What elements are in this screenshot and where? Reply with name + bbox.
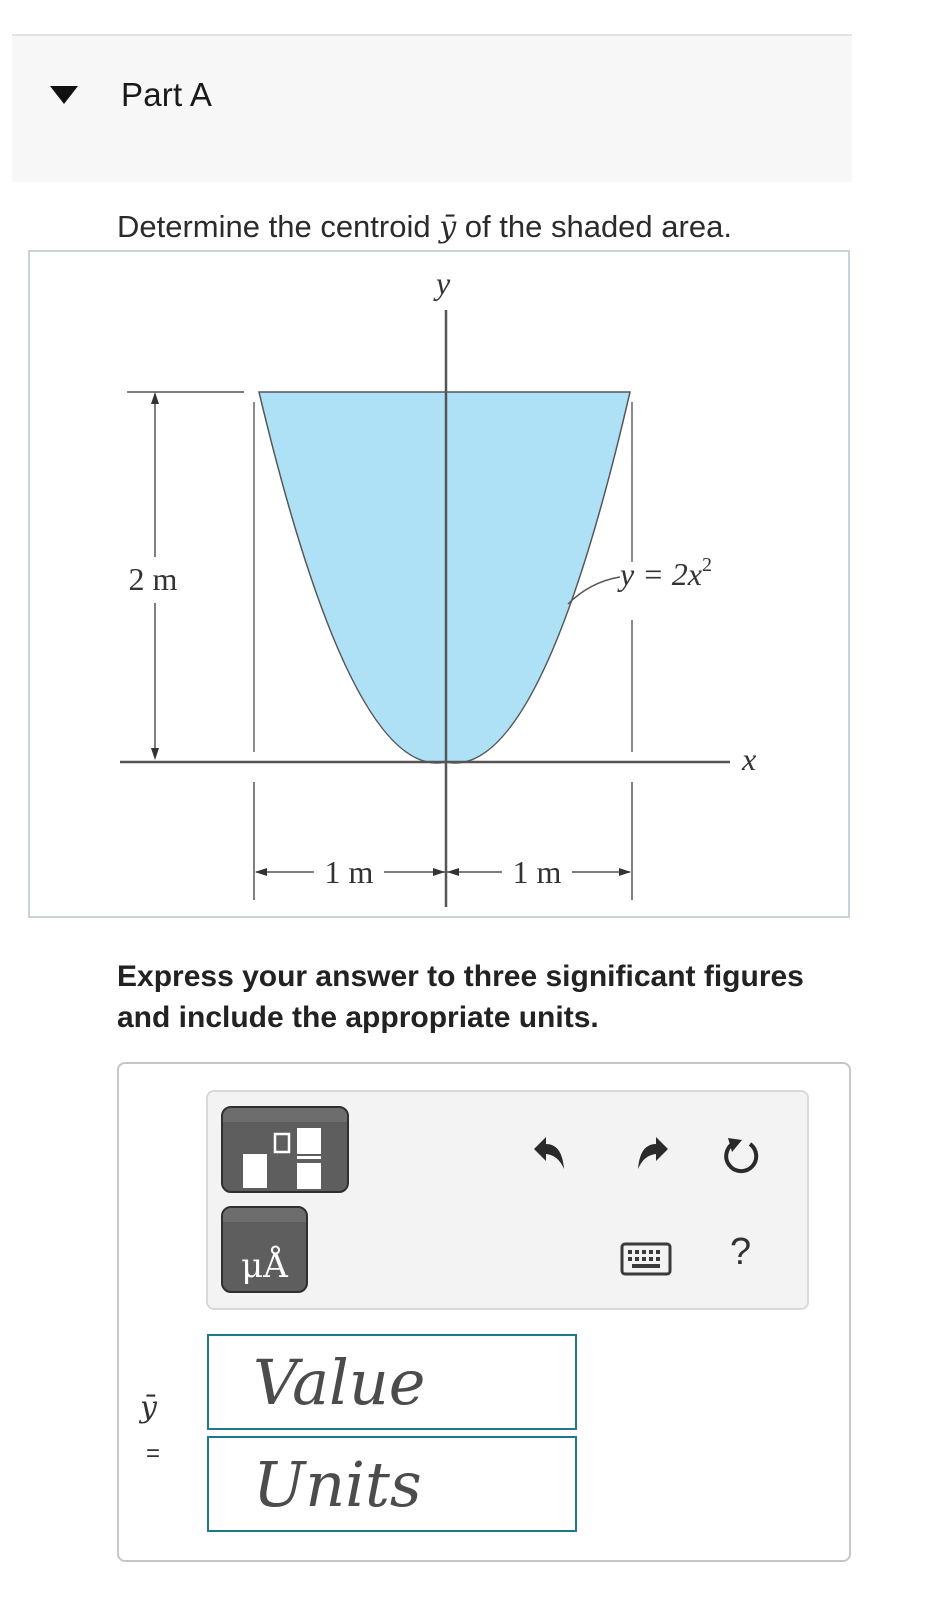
question-text — [117, 209, 732, 245]
curve-label-text: y = 2x — [620, 556, 702, 592]
y-axis-label: y — [436, 265, 451, 301]
dim-arrow-left — [255, 868, 267, 876]
dim-arrow-right — [619, 868, 631, 876]
keyboard-icon[interactable] — [620, 1242, 672, 1276]
figure — [28, 250, 850, 918]
redo-icon[interactable] — [632, 1133, 672, 1173]
reset-icon[interactable] — [720, 1134, 764, 1178]
figure-diagram — [30, 252, 852, 920]
instructions: Express your answer to three significant figures and include the appropriate units. — [117, 960, 804, 1034]
units-input[interactable] — [207, 1436, 577, 1532]
curve-label — [617, 554, 712, 592]
templates-icon — [223, 1108, 347, 1191]
answer-variable: ȳ — [140, 1390, 157, 1425]
units-symbol: μÅ — [241, 1246, 288, 1286]
height-arrow-top — [151, 392, 159, 404]
dim-arrow-mid-right — [447, 868, 459, 876]
help-button[interactable]: ? — [730, 1231, 752, 1273]
question-prefix: Determine the centroid — [117, 209, 440, 244]
templates-button[interactable] — [221, 1106, 349, 1193]
question-suffix: of the shaded area. — [456, 209, 732, 244]
right-dimension-label: 1 m — [512, 854, 562, 890]
height-dimension-label: 2 m — [128, 561, 178, 597]
units-button[interactable] — [221, 1206, 308, 1293]
curve-label-exponent: 2 — [702, 554, 712, 576]
shaded-area — [259, 392, 630, 763]
undo-icon[interactable] — [530, 1133, 570, 1173]
caret-down-icon[interactable] — [50, 86, 78, 106]
question-symbol: ȳ — [439, 210, 457, 245]
x-axis-label: x — [742, 741, 757, 777]
dim-arrow-mid-left — [433, 868, 445, 876]
answer-equals: = — [146, 1440, 161, 1467]
left-dimension-label: 1 m — [324, 854, 374, 890]
height-arrow-bottom — [151, 748, 159, 760]
part-title: Part A — [121, 76, 213, 113]
value-input[interactable] — [207, 1334, 577, 1430]
